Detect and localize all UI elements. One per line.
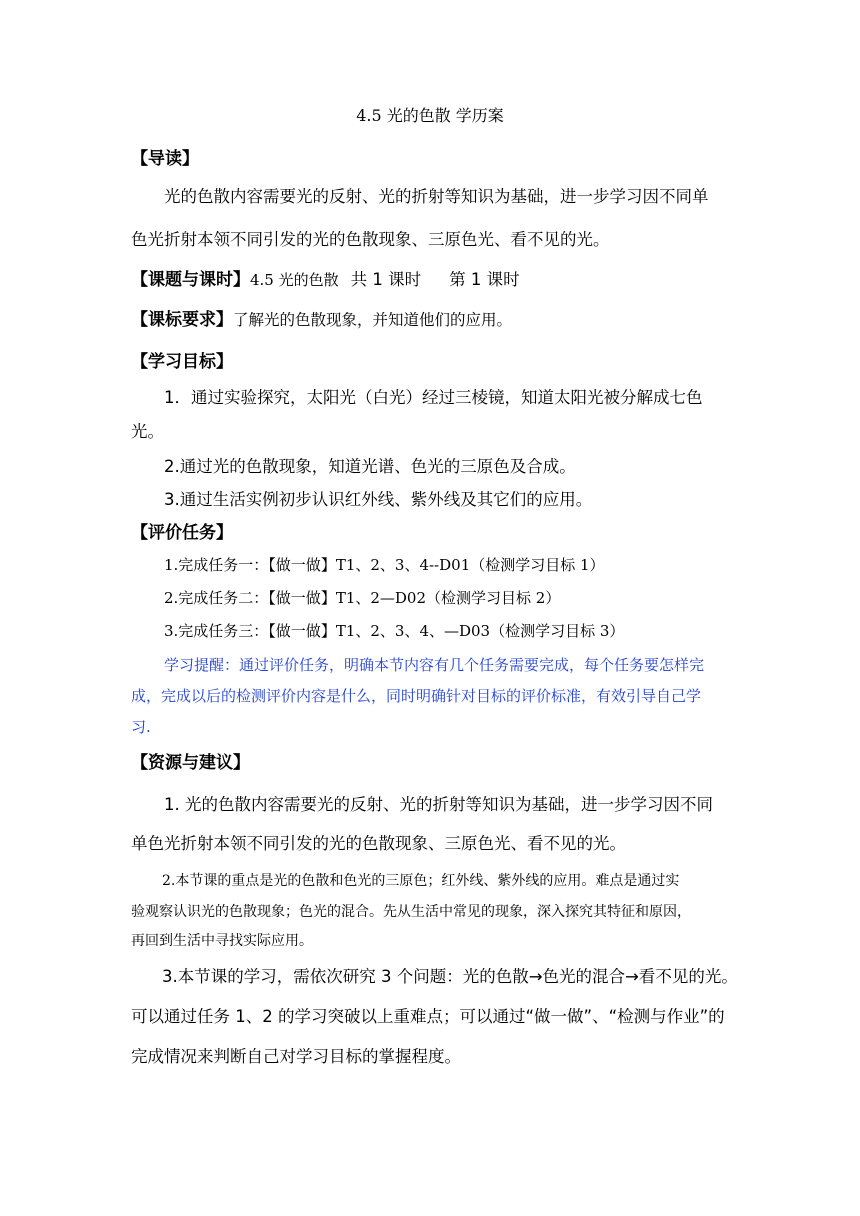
resource-2-line-1: 2.本节课的重点是光的色散和色光的三原色；红外线、紫外线的应用。难点是通过实 [162,873,680,889]
keti-row [131,265,520,290]
resource-2-line-3: 再回到生活中寻找实际应用。 [131,933,313,949]
reminder-line-3: 习. [131,718,151,736]
task-2: 2.完成任务二：【做一做】T1、2—D02（检测学习目标 2） [164,589,561,607]
daodu-line-2: 色光折射本领不同引发的光的色散现象、三原色光、看不见的光。 [131,230,610,249]
keti-value: 4.5 光的色散 [250,271,339,289]
resource-2-line-2: 验观察认识光的色散现象；色光的混合。先从生活中常见的现象，深入探究其特征和原因， [131,904,691,920]
keti-total: 共 1 课时 [350,270,422,289]
kebiao-value: 了解光的色散现象，并知道他们的应用。 [233,311,513,329]
goal-2: 2.通过光的色散现象，知道光谱、色光的三原色及合成。 [164,457,576,476]
goal-1-line-2: 光。 [131,422,164,441]
task-3: 3.完成任务三：【做一做】T1、2、3、4、—D03（检测学习目标 3） [164,622,625,640]
goal-1-line-1: 1．通过实验探究，太阳光（白光）经过三棱镜，知道太阳光被分解成七色 [164,388,703,407]
section-heading-tasks: 【评价任务】 [131,523,233,543]
resource-3-line-1: 3.本节课的学习，需依次研究 3 个问题：光的色散→色光的混合→看不见的光。 [162,967,738,986]
section-heading-resources: 【资源与建议】 [131,753,250,773]
daodu-line-1: 光的色散内容需要光的反射、光的折射等知识为基础，进一步学习因不同单 [164,187,709,206]
reminder-line-2: 成，完成以后的检测评价内容是什么，同时明确针对目标的评价标准，有效引导自己学 [131,687,702,705]
document-title: 4.5 光的色散 学历案 [356,106,504,125]
task-1: 1.完成任务一：【做一做】T1、2、3、4--D01（检测学习目标 1） [164,556,605,574]
keti-current: 第 1 课时 [449,270,520,289]
section-heading-daodu: 【导读】 [131,149,199,169]
section-heading-goals: 【学习目标】 [131,352,233,372]
kebiao-row [131,305,512,330]
resource-3-line-2: 可以通过任务 1、2 的学习突破以上重难点；可以通过“做一做”、“检测与作业”的 [131,1007,725,1026]
reminder-line-1: 学习提醒：通过评价任务，明确本节内容有几个任务需要完成，每个任务要怎样完 [164,656,705,674]
resource-1-line-2: 单色光折射本领不同引发的光的色散现象、三原色光、看不见的光。 [131,834,626,853]
resource-3-line-3: 完成情况来判断自己对学习目标的掌握程度。 [131,1047,461,1066]
resource-1-line-1: 1. 光的色散内容需要光的反射、光的折射等知识为基础，进一步学习因不同 [164,795,713,814]
section-heading-keti: 【课题与课时】 [131,270,250,290]
section-heading-kebiao: 【课标要求】 [131,310,233,330]
goal-3: 3.通过生活实例初步认识红外线、紫外线及其它们的应用。 [164,490,593,509]
